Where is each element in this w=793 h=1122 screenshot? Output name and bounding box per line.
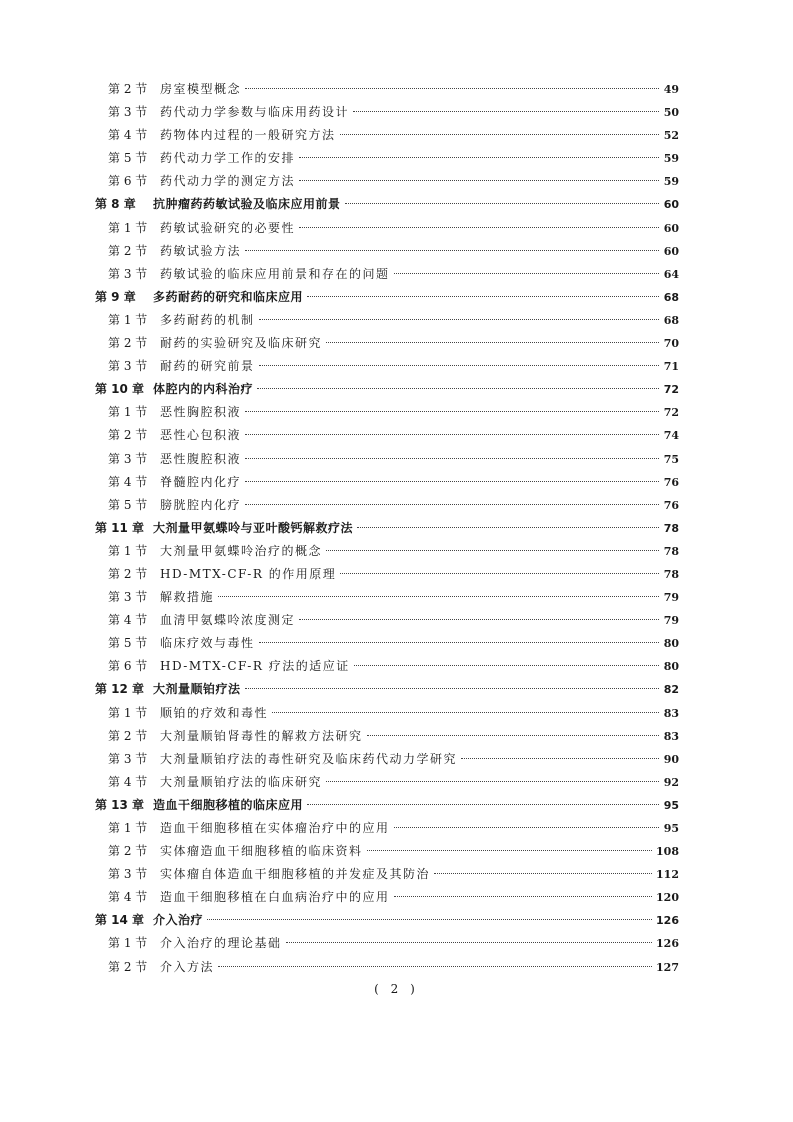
toc-section-entry [95,725,679,748]
entry-number: 第 1 节 [108,821,148,835]
entry-page-number: 78 [663,567,679,581]
entry-title: 药代动力学工作的安排 [160,151,296,166]
entry-number: 第 3 节 [108,590,148,605]
toc-chapter-entry [95,517,679,540]
toc-chapter-entry [95,378,679,401]
entry-title: 顺铂的疗效和毒性 [160,705,269,720]
entry-title: 抗肿瘤药药敏试验及临床应用前景 [153,197,341,212]
dot-leader [345,203,659,204]
dot-leader [245,434,659,435]
entry-page-number: 49 [663,83,679,96]
dot-leader [326,781,659,782]
toc-section-entry [95,863,679,886]
entry-title: 大剂量顺铂疗法 [153,682,241,697]
entry-page-number: 126 [656,914,679,928]
entry-number: 第 1 节 [108,405,148,420]
dot-leader [307,804,659,805]
entry-number: 第 3 节 [108,359,148,374]
entry-number: 第 2 节 [108,428,148,443]
entry-page-number: 95 [663,798,679,812]
entry-title: 大剂量顺铂疗法的毒性研究及临床药代动力学研究 [160,751,458,766]
entry-title: 介入治疗 [153,913,204,928]
entry-page-number: 90 [663,752,679,766]
entry-title: 耐药的研究前景 [160,359,255,374]
page-number: ( 2 ) [374,982,419,996]
entry-page-number: 127 [656,960,679,974]
entry-title: 介入方法 [160,959,215,974]
toc-chapter-entry [95,286,679,309]
entry-page-number: 80 [663,660,679,674]
dot-leader [326,550,659,551]
toc-section-entry [95,448,679,471]
entry-page-number: 76 [663,475,679,489]
entry-page-number: 60 [663,198,679,212]
entry-number: 第 4 节 [108,890,148,905]
toc-section-entry [95,609,679,632]
entry-page-number: 92 [663,775,679,789]
entry-number: 第 1 节 [108,220,148,235]
entry-number: 第 1 节 [108,543,148,558]
entry-title: HD-MTX-CF-R 的作用原理 [160,566,337,581]
toc-section-entry [95,540,679,563]
toc-section-entry [95,886,679,909]
dot-leader [272,712,659,713]
dot-leader [299,227,659,228]
entry-number: 第 2 节 [108,844,148,859]
toc-section-entry [95,586,679,609]
entry-title: 药敏试验研究的必要性 [160,220,296,235]
entry-page-number: 72 [663,406,679,420]
entry-page-number: 78 [663,521,679,535]
entry-title: 造血干细胞移植在实体瘤治疗中的应用 [160,821,390,835]
entry-number: 第 3 节 [108,105,148,120]
dot-leader [218,596,659,597]
entry-title: 解救措施 [160,590,215,605]
entry-number: 第 2 节 [108,959,148,974]
toc-section-entry [95,263,679,286]
dot-leader [394,896,653,897]
toc-section-entry [95,217,679,240]
entry-number: 第 1 节 [108,705,148,720]
dot-leader [354,665,659,666]
toc-section-entry [95,170,679,193]
dot-leader [394,827,659,828]
entry-title: 大剂量甲氨蝶呤与亚叶酸钙解救疗法 [153,520,354,535]
entry-page-number: 50 [663,106,679,120]
entry-title: 耐药的实验研究及临床研究 [160,336,323,351]
entry-page-number: 68 [663,290,679,304]
entry-page-number: 71 [663,360,679,374]
entry-number: 第 1 节 [108,312,148,327]
toc-section-entry [95,932,679,955]
toc-section-entry [95,771,679,794]
entry-title: 恶性胸腔积液 [160,405,242,420]
dot-leader [299,180,659,181]
toc-section-entry [95,956,679,979]
entry-number: 第 4 节 [108,128,148,143]
entry-number: 第 6 节 [108,174,148,189]
entry-title: 造血干细胞移植的临床应用 [153,797,304,812]
entry-page-number: 60 [663,244,679,258]
entry-page-number: 70 [663,337,679,351]
entry-title: 脊髓腔内化疗 [160,474,242,489]
dot-leader [245,411,659,412]
entry-title: 药代动力学参数与临床用药设计 [160,105,350,120]
dot-leader [340,573,659,574]
entry-number: 第 4 节 [108,613,148,628]
entry-title: 血清甲氨蝶呤浓度测定 [160,613,296,628]
entry-page-number: 108 [656,845,679,859]
toc-section-entry [95,632,679,655]
dot-leader [245,250,659,251]
entry-number: 第 8 章 [95,197,136,212]
entry-title: 恶性腹腔积液 [160,451,242,466]
entry-number: 第 5 节 [108,636,148,651]
entry-page-number: 52 [663,129,679,143]
entry-number: 第 2 节 [108,243,148,258]
toc-section-entry [95,840,679,863]
dot-leader [434,873,652,874]
entry-page-number: 68 [663,313,679,327]
dot-leader [394,273,659,274]
entry-page-number: 120 [656,891,679,905]
dot-leader [218,966,652,967]
dot-leader [245,458,659,459]
dot-leader [259,319,659,320]
entry-title: 大剂量甲氨蝶呤治疗的概念 [160,543,323,558]
toc-section-entry [95,817,679,840]
entry-page-number: 60 [663,221,679,235]
entry-number: 第 5 节 [108,151,148,166]
entry-title: 实体瘤造血干细胞移植的临床资料 [160,844,363,859]
entry-title: 药敏试验方法 [160,243,242,258]
entry-page-number: 74 [663,429,679,443]
toc-chapter-entry [95,193,679,216]
entry-title: 大剂量顺铂疗法的临床研究 [160,774,323,789]
entry-number: 第 13 章 [95,797,145,812]
dot-leader [245,88,659,89]
entry-title: 大剂量顺铂肾毒性的解救方法研究 [160,728,363,743]
entry-title: 实体瘤自体造血干细胞移植的并发症及其防治 [160,867,431,882]
entry-title: 多药耐药的机制 [160,312,255,327]
entry-title: 造血干细胞移植在白血病治疗中的应用 [160,890,390,905]
toc-chapter-entry [95,794,679,817]
entry-page-number: 112 [656,868,679,882]
entry-title: 药代动力学的测定方法 [160,174,296,189]
entry-number: 第 9 章 [95,289,136,304]
entry-page-number: 64 [663,267,679,281]
dot-leader [245,504,659,505]
dot-leader [259,642,659,643]
entry-number: 第 11 章 [95,520,145,535]
entry-number: 第 4 节 [108,774,148,789]
dot-leader [245,481,659,482]
entry-title: 药物体内过程的一般研究方法 [160,128,336,143]
entry-number: 第 3 节 [108,266,148,281]
entry-number: 第 2 节 [108,728,148,743]
toc-section-entry [95,563,679,586]
toc-section-entry [95,240,679,263]
entry-title: 介入治疗的理论基础 [160,936,282,951]
entry-number: 第 2 节 [108,82,148,96]
entry-page-number: 126 [656,937,679,951]
entry-page-number: 78 [663,544,679,558]
dot-leader [245,688,659,689]
entry-number: 第 3 节 [108,751,148,766]
dot-leader [307,296,659,297]
dot-leader [286,942,653,943]
entry-number: 第 2 节 [108,566,148,581]
toc-section-entry [95,309,679,332]
dot-leader [299,619,659,620]
toc-section-entry [95,332,679,355]
entry-title: 药敏试验的临床应用前景和存在的问题 [160,266,390,281]
entry-page-number: 83 [663,706,679,720]
entry-title: 体腔内的内科治疗 [153,382,254,397]
entry-number: 第 6 节 [108,659,148,674]
dot-leader [461,758,659,759]
toc-section-entry [95,655,679,678]
entry-number: 第 1 节 [108,936,148,951]
toc-section-entry [95,494,679,517]
toc-section-entry [95,748,679,771]
entry-title: HD-MTX-CF-R 疗法的适应证 [160,659,350,674]
entry-page-number: 95 [663,822,679,835]
entry-number: 第 5 节 [108,497,148,512]
entry-page-number: 83 [663,729,679,743]
toc-section-entry [95,471,679,494]
dot-leader [259,365,659,366]
entry-page-number: 76 [663,498,679,512]
dot-leader [357,527,659,528]
toc-section-entry [95,124,679,147]
toc-section-entry [95,424,679,447]
entry-page-number: 59 [663,152,679,166]
entry-page-number: 75 [663,452,679,466]
toc-chapter-entry [95,909,679,932]
entry-page-number: 79 [663,591,679,605]
entry-title: 房室模型概念 [160,82,242,96]
dot-leader [326,342,659,343]
entry-number: 第 3 节 [108,867,148,882]
dot-leader [257,388,659,389]
toc-section-entry [95,702,679,725]
toc-section-entry [95,78,679,101]
dot-leader [207,919,652,920]
toc-section-entry [95,101,679,124]
entry-page-number: 72 [663,383,679,397]
dot-leader [353,111,659,112]
entry-number: 第 2 节 [108,336,148,351]
toc-chapter-entry [95,678,679,701]
entry-title: 膀胱腔内化疗 [160,497,242,512]
toc-section-entry [95,147,679,170]
entry-number: 第 3 节 [108,451,148,466]
entry-page-number: 79 [663,614,679,628]
entry-page-number: 80 [663,637,679,651]
entry-number: 第 14 章 [95,913,145,928]
entry-page-number: 82 [663,683,679,697]
entry-title: 恶性心包积液 [160,428,242,443]
entry-title: 临床疗效与毒性 [160,636,255,651]
entry-title: 多药耐药的研究和临床应用 [153,289,304,304]
table-of-contents [95,78,679,979]
entry-number: 第 12 章 [95,682,145,697]
entry-page-number: 59 [663,175,679,189]
toc-section-entry [95,401,679,424]
dot-leader [299,157,659,158]
toc-section-entry [95,355,679,378]
dot-leader [340,134,659,135]
dot-leader [367,850,653,851]
dot-leader [367,735,659,736]
entry-number: 第 10 章 [95,382,145,397]
entry-number: 第 4 节 [108,474,148,489]
